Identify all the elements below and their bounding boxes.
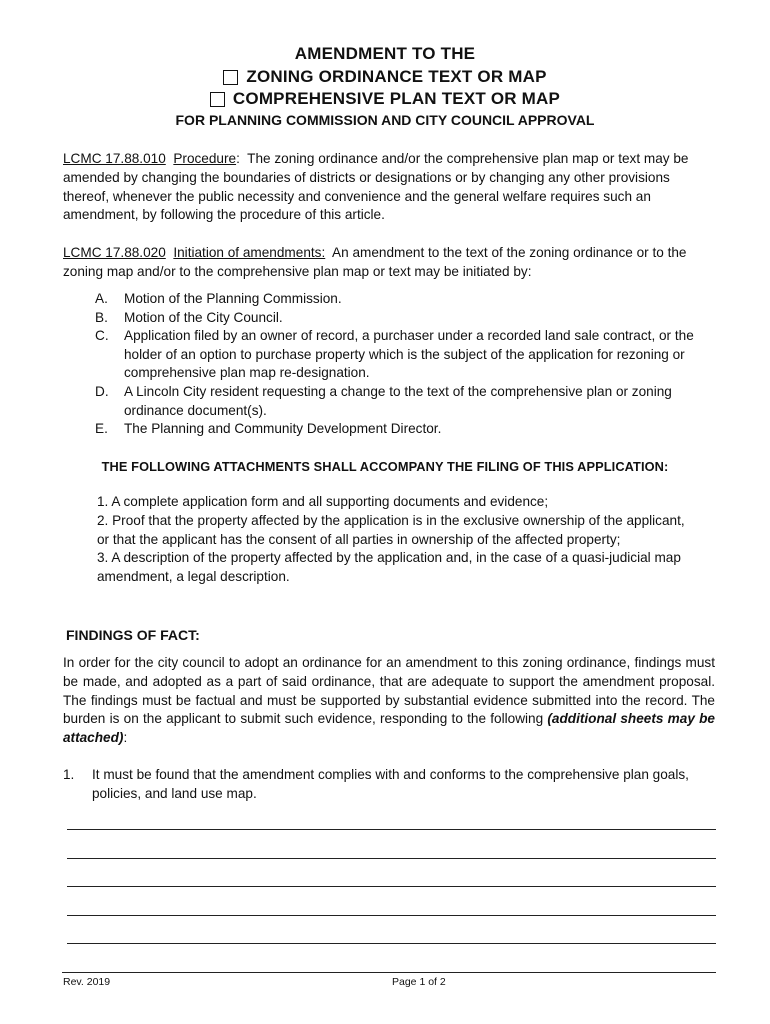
comprehensive-plan-option-row [0, 89, 770, 109]
finding-question-text: It must be found that the amendment complies with and conforms to the comprehensive plan goals, policies, and land use map. [92, 767, 689, 801]
initiation-code: LCMC 17.88.020 [63, 245, 166, 260]
attachment-item: 3. A description of the property affected by the application and, in the case of a quasi-judicial map amendment, a legal description. [97, 550, 681, 585]
finding-question-1 [63, 766, 703, 804]
list-item: C. Application filed by an owner of record, a purchaser under a recorded land sale contract, or the holder of an option to purchase property which is the subject of the application for rezoning or comprehensive plan map re-designation. [95, 328, 694, 381]
answer-line[interactable] [67, 886, 716, 887]
list-item: A. Motion of the Planning Commission. [95, 291, 342, 306]
findings-emphasis: (additional sheets may be attached) [63, 711, 715, 746]
procedure-code: LCMC 17.88.010 [63, 151, 166, 166]
zoning-ordinance-checkbox[interactable] [223, 70, 238, 85]
attachments-list [97, 493, 697, 587]
answer-line[interactable] [67, 943, 716, 944]
comprehensive-plan-checkbox[interactable] [210, 92, 225, 107]
initiation-list [95, 290, 695, 439]
revision-label: Rev. 2019 [63, 976, 111, 988]
zoning-ordinance-label: ZONING ORDINANCE TEXT OR MAP [246, 67, 547, 86]
procedure-label: Procedure [173, 151, 237, 166]
answer-line[interactable] [67, 915, 716, 916]
attachments-heading: THE FOLLOWING ATTACHMENTS SHALL ACCOMPANY THE FILING OF THIS APPLICATION: [101, 459, 669, 474]
answer-line[interactable] [67, 829, 716, 830]
attachment-item: 1. A complete application form and all supporting documents and evidence; [97, 494, 549, 509]
initiation-label: Initiation of amendments: [173, 245, 326, 260]
findings-paragraph: In order for the city council to adopt an ordinance for an amendment to this zoning ordinance, findings must be made, and adopted as a part of said ordinance, that are adequate to support the amendment proposal. The findings must be factual and must be supported by substantial evidence submitted into the record. The burden is on the applicant to submit such evidence, responding to the following (additional sheets may be attached): [63, 655, 715, 746]
list-item: D. A Lincoln City resident requesting a change to the text of the comprehensive plan or zoning ordinance document(s). [95, 383, 672, 418]
footer-divider [62, 972, 716, 973]
procedure-paragraph: LCMC 17.88.010 Procedure: The zoning ordinance and/or the comprehensive plan map or text may be amended by changing the boundaries of districts or designations or by changing any other provisions thereof, whenever the public necessity and convenience and the general welfare requires such an amendment, by following the procedure of this article. [63, 151, 689, 223]
attachment-item: 2. Proof that the property affected by the application is in the exclusive ownership of the applicant, or that the applicant has the consent of all parties in ownership of the affected property; [97, 512, 685, 547]
initiation-text: An amendment to the text of the zoning ordinance or to the zoning map and/or to the comprehensive plan map or text may be initiated by: [63, 245, 687, 279]
form-title: AMENDMENT TO THE [294, 44, 476, 63]
answer-line[interactable] [67, 858, 716, 859]
page-number: Page 1 of 2 [392, 976, 446, 988]
comprehensive-plan-label: COMPREHENSIVE PLAN TEXT OR MAP [232, 89, 561, 108]
initiation-paragraph [63, 244, 715, 282]
zoning-option-row [0, 67, 770, 87]
list-item: B. Motion of the City Council. [95, 309, 283, 325]
findings-text: In order for the city council to adopt an ordinance for an amendment to this zoning ordinance, findings must be made, and adopted as a part of said ordinance, that are adequate to support the amendment proposal. The findings must be factual and must be supported by substantial evidence submitted into the record. The burden is on the applicant to submit such evidence, responding to the following [63, 655, 715, 727]
procedure-text: The zoning ordinance and/or the comprehensive plan map or text may be amended by changing the boundaries of districts or designations or by changing any other provisions thereof, whenever the public necessity and convenience and the general welfare requires such an amendment, by following the procedure of this article. [63, 151, 689, 223]
form-subtitle: FOR PLANNING COMMISSION AND CITY COUNCIL APPROVAL [175, 112, 595, 128]
findings-heading: FINDINGS OF FACT: [66, 627, 200, 643]
finding-question-number: 1. [63, 767, 75, 782]
list-item: E. The Planning and Community Development Director. [95, 421, 442, 437]
